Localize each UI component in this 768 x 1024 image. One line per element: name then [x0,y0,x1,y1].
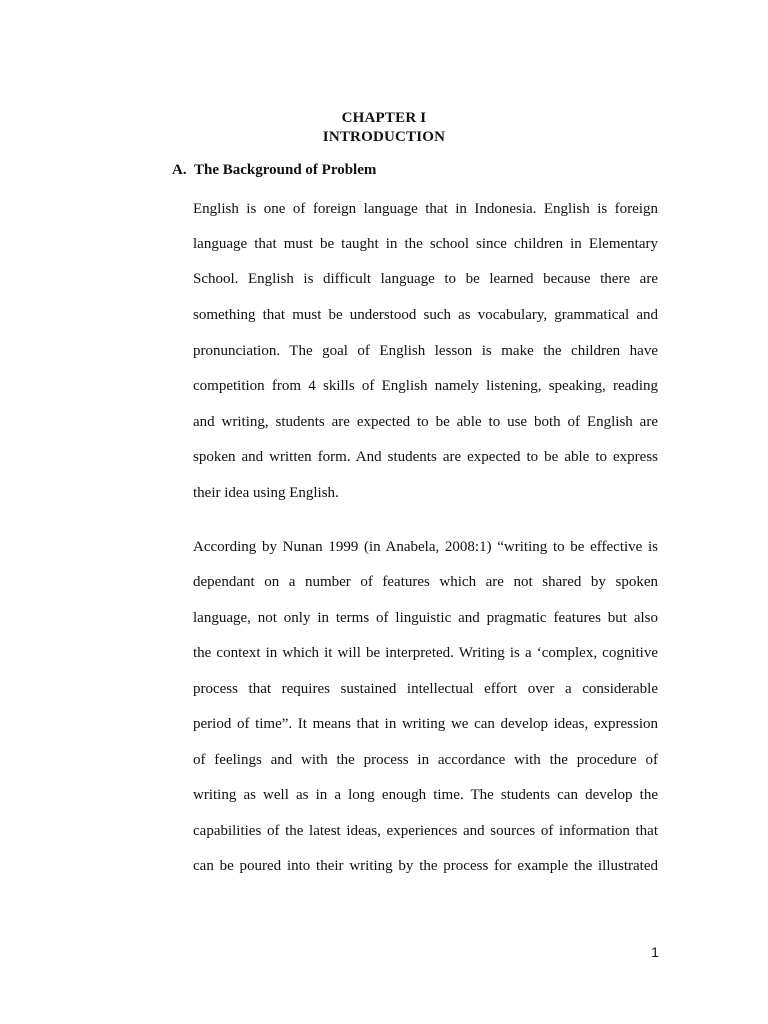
paragraph-line: According by Nunan 1999 (in Anabela, 2008:1) “writing to be effective is [193,539,658,555]
paragraph-line: English is one of foreign language that in Indonesia. English is foreign [193,201,658,217]
section-marker: A. [172,162,187,178]
paragraph-line: the context in which it will be interpreted. Writing is a ‘complex, cognitive [193,645,658,661]
paragraph-line: something that must be understood such as vocabulary, grammatical and [193,307,658,323]
chapter-label: CHAPTER I [341,110,427,126]
page-number: 1 [651,944,659,960]
paragraph-line: competition from 4 skills of English namely listening, speaking, reading [193,378,658,394]
paragraph-line: pronunciation. The goal of English lesson is make the children have [193,343,658,359]
paragraph-line: of feelings and with the process in accordance with the procedure of [193,752,658,768]
paragraph-line: their idea using English. [193,485,339,501]
paragraph-line: spoken and written form. And students are expected to be able to express [193,449,658,465]
paragraph-line: language, not only in terms of linguistic and pragmatic features but also [193,610,658,626]
paragraph-line: can be poured into their writing by the process for example the illustrated [193,858,658,874]
paragraph-line: language that must be taught in the school since children in Elementary [193,236,658,252]
paragraph-line: School. English is difficult language to be learned because there are [193,271,658,287]
paragraph-line: writing as well as in a long enough time. The students can develop the [193,787,658,803]
paragraph-line: capabilities of the latest ideas, experiences and sources of information that [193,823,658,839]
chapter-title: INTRODUCTION [322,129,446,145]
paragraph-line: process that requires sustained intellectual effort over a considerable [193,681,658,697]
paragraph-line: period of time”. It means that in writing we can develop ideas, expression [193,716,658,732]
paragraph-line: dependant on a number of features which are not shared by spoken [193,574,658,590]
paragraph-line: and writing, students are expected to be able to use both of English are [193,414,658,430]
section-title: The Background of Problem [194,162,377,178]
